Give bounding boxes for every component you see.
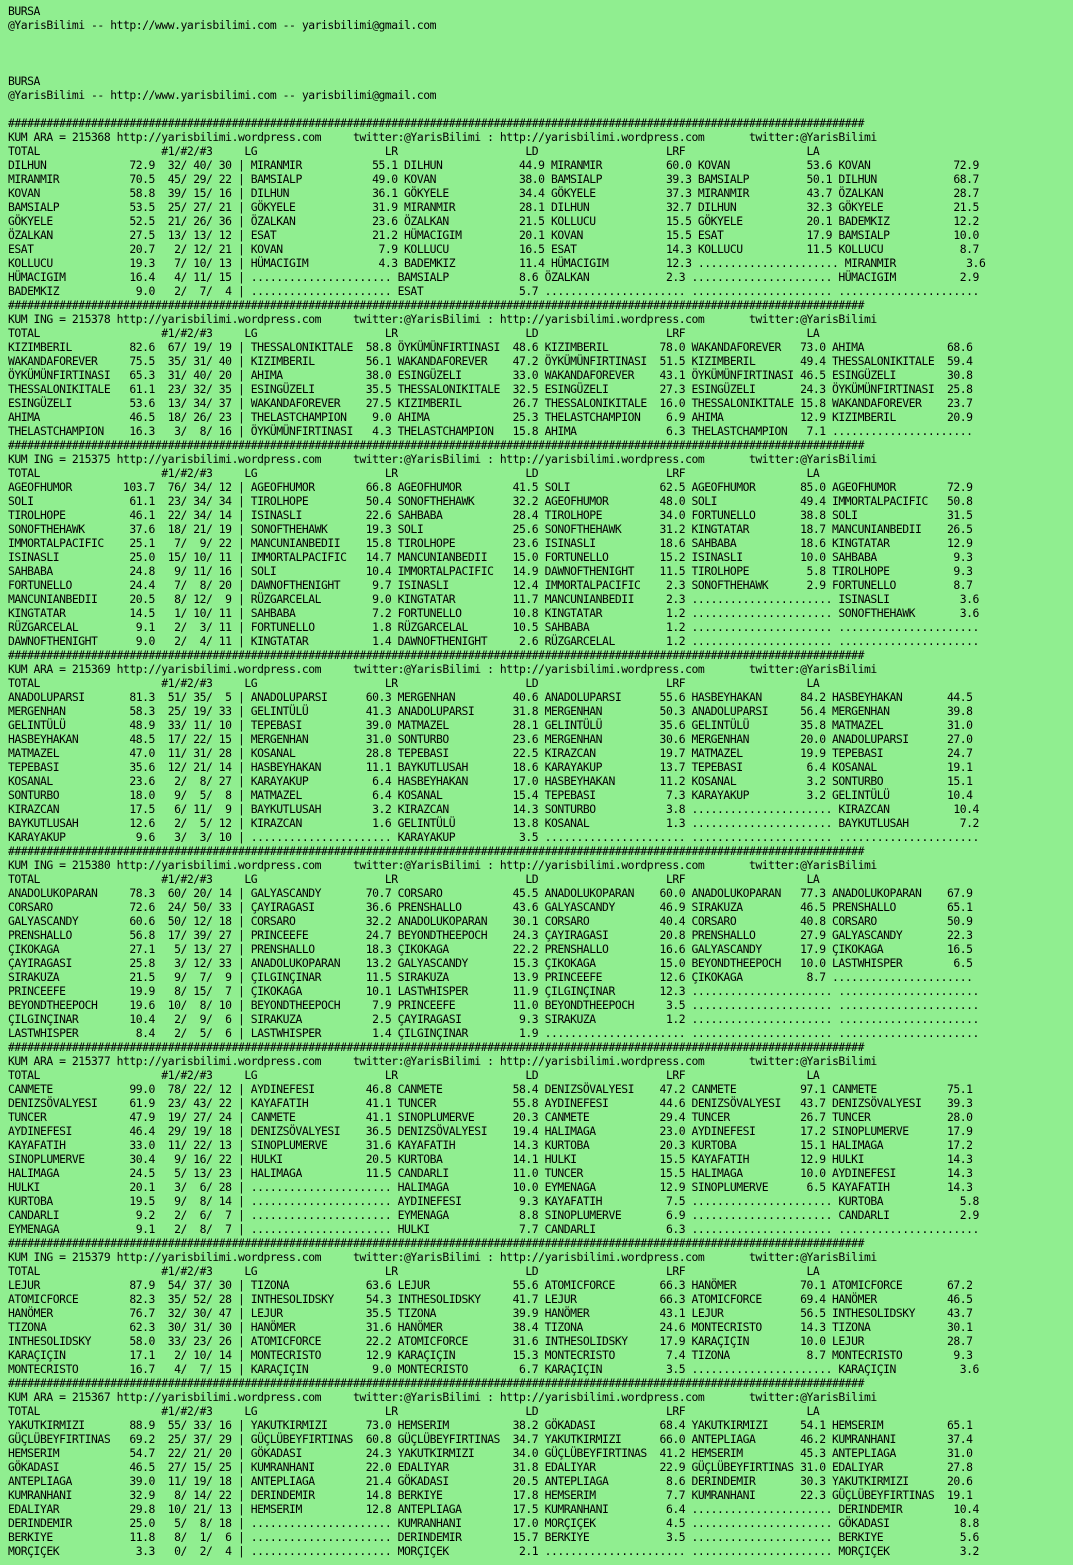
result-row: ÖZALKAN 27.5 13/ 13/ 12 | ESAT 21.2 HÜMACIGIM 20.1 KOVAN 15.5 ESAT 17.9 BAMSIALP 10.0 [8, 228, 979, 242]
result-row: SINOPLUMERVE 30.4 9/ 16/ 22 | HULKI 20.5 KURTOBA 14.1 HULKI 15.5 KAYAFATIH 12.9 HULKI 14.3 [8, 1152, 973, 1166]
column-header-row: TOTAL #1/#2/#3 LG LR LD LRF LA [8, 676, 820, 690]
result-row: PRINCEEFE 19.9 8/ 15/ 7 | ÇIKOKAGA 10.1 LASTWHISPER 11.9 ÇILGINÇINAR 12.3 ...................... ...................... [8, 984, 979, 998]
result-row: THESSALONIKITALE 61.1 23/ 32/ 35 | ESINGÜZELI 35.5 THESSALONIKITALE 32.5 ESINGÜZELI 27.3 ESINGÜZELI 24.3 ÖYKÜMÜNFIRTINASI 25.8 [8, 382, 973, 396]
result-row: MIRANMIR 70.5 45/ 29/ 22 | BAMSIALP 49.0 KOVAN 38.0 BAMSIALP 39.3 BAMSIALP 50.1 DILHUN 68.7 [8, 172, 979, 186]
column-header-row: TOTAL #1/#2/#3 LG LR LD LRF LA [8, 1404, 820, 1418]
race-header: KUM ING = 215379 http://yarisbilimi.wordpress.com twitter:@YarisBilimi : http://yarisbilimi.wordpress.com twitter:@YarisBilimi [8, 1250, 877, 1264]
section-divider: ###################################################################################################################################### [8, 648, 864, 662]
result-row: HASBEYHAKAN 48.5 17/ 22/ 15 | MERGENHAN 31.0 SONTURBO 23.6 MERGENHAN 30.6 MERGENHAN 20.0 ANADOLUPARSI 27.0 [8, 732, 973, 746]
race-header: KUM ING = 215375 http://yarisbilimi.wordpress.com twitter:@YarisBilimi : http://yarisbilimi.wordpress.com twitter:@YarisBilimi [8, 452, 877, 466]
result-row: TIROLHOPE 46.1 22/ 34/ 14 | ISINASLI 22.6 SAHBABA 28.4 TIROLHOPE 34.0 FORTUNELLO 38.8 SOLI 31.5 [8, 508, 973, 522]
result-row: RÜZGARCELAL 9.1 2/ 3/ 11 | FORTUNELLO 1.8 RÜZGARCELAL 10.5 SAHBABA 1.2 ...................... ...................... [8, 620, 979, 634]
contact-line: @YarisBilimi -- http://www.yarisbilimi.com -- yarisbilimi@gmail.com [8, 88, 436, 102]
result-row: ÇAYIRAGASI 25.8 3/ 12/ 33 | ANADOLUKOPARAN 13.2 GALYASCANDY 15.3 ÇIKOKAGA 15.0 BEYONDTHEEPOCH 10.0 LASTWHISPER 6.5 [8, 956, 973, 970]
result-row: AHIMA 46.5 18/ 26/ 23 | THELASTCHAMPION 9.0 AHIMA 25.3 THELASTCHAMPION 6.9 AHIMA 12.9 KIZIMBERIL 20.9 [8, 410, 973, 424]
result-row: THELASTCHAMPION 16.3 3/ 8/ 16 | ÖYKÜMÜNFIRTINASI 4.3 THELASTCHAMPION 15.8 AHIMA 6.3 THELASTCHAMPION 7.1 ...................... [8, 424, 973, 438]
result-row: GÖKADASI 46.5 27/ 15/ 25 | KUMRANHANI 22.0 EDALIYAR 31.8 EDALIYAR 22.9 GÜÇLÜBEYFIRTINAS 31.0 EDALIYAR 27.8 [8, 1460, 973, 1474]
blank-line [8, 32, 985, 46]
blank-line [8, 46, 985, 60]
race-stats-document [8, 4, 985, 1558]
column-header-row: TOTAL #1/#2/#3 LG LR LD LRF LA [8, 466, 820, 480]
result-row: MONTECRISTO 16.7 4/ 7/ 15 | KARAÇIÇIN 9.0 MONTECRISTO 6.7 KARAÇIÇIN 3.5 ...................... KARAÇIÇIN 3.6 [8, 1362, 979, 1376]
result-row: ANADOLUKOPARAN 78.3 60/ 20/ 14 | GALYASCANDY 70.7 CORSARO 45.5 ANADOLUKOPARAN 60.0 ANADOLUKOPARAN 77.3 ANADOLUKOPARAN 67.9 [8, 886, 973, 900]
result-row: CANDARLI 9.2 2/ 6/ 7 | ...................... EYMENAGA 8.8 SINOPLUMERVE 6.9 ...................... CANDARLI 2.9 [8, 1208, 979, 1222]
result-row: BADEMKIZ 9.0 2/ 7/ 4 | ...................... ESAT 5.7 ...................... ...................... ...................... [8, 284, 979, 298]
result-row: PRENSHALLO 56.8 17/ 39/ 27 | PRINCEEFE 24.7 BEYONDTHEEPOCH 24.3 ÇAYIRAGASI 20.8 PRENSHALLO 27.9 GALYASCANDY 22.3 [8, 928, 973, 942]
result-row: BEYONDTHEEPOCH 19.6 10/ 8/ 10 | BEYONDTHEEPOCH 7.9 PRINCEEFE 11.0 BEYONDTHEEPOCH 3.5 ...................... ...................... [8, 998, 979, 1012]
result-row: CANMETE 99.0 78/ 22/ 12 | AYDINEFESI 46.8 CANMETE 58.4 DENIZSÖVALYESI 47.2 CANMETE 97.1 CANMETE 75.1 [8, 1082, 973, 1096]
result-row: KOSANAL 23.6 2/ 8/ 27 | KARAYAKUP 6.4 HASBEYHAKAN 17.0 HASBEYHAKAN 11.2 KOSANAL 3.2 SONTURBO 15.1 [8, 774, 973, 788]
result-row: EDALIYAR 29.8 10/ 21/ 13 | HEMSERIM 12.8 ANTEPLIAGA 17.5 KUMRANHANI 6.4 ...................... DERINDEMIR 10.4 [8, 1502, 979, 1516]
city-title: BURSA [8, 4, 40, 18]
result-row: BAYKUTLUSAH 12.6 2/ 5/ 12 | KIRAZCAN 1.6 GELINTÜLÜ 13.8 KOSANAL 1.3 ...................... BAYKUTLUSAH 7.2 [8, 816, 979, 830]
column-header-row: TOTAL #1/#2/#3 LG LR LD LRF LA [8, 1264, 820, 1278]
result-row: KIRAZCAN 17.5 6/ 11/ 9 | BAYKUTLUSAH 3.2 KIRAZCAN 14.3 SONTURBO 3.8 ...................... KIRAZCAN 10.4 [8, 802, 979, 816]
result-row: KURTOBA 19.5 9/ 8/ 14 | ...................... AYDINEFESI 9.3 KAYAFATIH 7.5 ...................... KURTOBA 5.8 [8, 1194, 979, 1208]
race-header: KUM ING = 215380 http://yarisbilimi.wordpress.com twitter:@YarisBilimi : http://yarisbilimi.wordpress.com twitter:@YarisBilimi [8, 858, 877, 872]
result-row: LASTWHISPER 8.4 2/ 5/ 6 | LASTWHISPER 1.4 ÇILGINÇINAR 1.9 ...................... ...................... ...................... [8, 1026, 979, 1040]
race-header: KUM ARA = 215369 http://yarisbilimi.wordpress.com twitter:@YarisBilimi : http://yarisbilimi.wordpress.com twitter:@YarisBilimi [8, 662, 877, 676]
result-row: TEPEBASI 35.6 12/ 21/ 14 | HASBEYHAKAN 11.1 BAYKUTLUSAH 18.6 KARAYAKUP 13.7 TEPEBASI 6.4 KOSANAL 19.1 [8, 760, 973, 774]
city-title: BURSA [8, 74, 40, 88]
result-row: WAKANDAFOREVER 75.5 35/ 31/ 40 | KIZIMBERIL 56.1 WAKANDAFOREVER 47.2 ÖYKÜMÜNFIRTINASI 51.5 KIZIMBERIL 49.4 THESSALONIKITALE 59.4 [8, 354, 973, 368]
result-row: TUNCER 47.9 19/ 27/ 24 | CANMETE 41.1 SINOPLUMERVE 20.3 CANMETE 29.4 TUNCER 26.7 TUNCER 28.0 [8, 1110, 973, 1124]
result-row: SAHBABA 24.8 9/ 11/ 16 | SOLI 10.4 IMMORTALPACIFIC 14.9 DAWNOFTHENIGHT 11.5 TIROLHOPE 5.8 TIROLHOPE 9.3 [8, 564, 973, 578]
result-row: SONOFTHEHAWK 37.6 18/ 21/ 19 | SONOFTHEHAWK 19.3 SOLI 25.6 SONOFTHEHAWK 31.2 KINGTATAR 18.7 MANCUNIANBEDII 26.5 [8, 522, 973, 536]
result-row: SIRAKUZA 21.5 9/ 7/ 9 | ÇILGINÇINAR 11.5 SIRAKUZA 13.9 PRINCEEFE 12.6 ÇIKOKAGA 8.7 ...................... [8, 970, 973, 984]
result-row: DERINDEMIR 25.0 5/ 8/ 18 | ...................... KUMRANHANI 17.0 MORÇIÇEK 4.5 ...................... GÖKADASI 8.8 [8, 1516, 979, 1530]
result-row: IMMORTALPACIFIC 25.1 7/ 9/ 22 | MANCUNIANBEDII 15.8 TIROLHOPE 23.6 ISINASLI 18.6 SAHBABA 18.6 KINGTATAR 12.9 [8, 536, 973, 550]
result-row: SOLI 61.1 23/ 34/ 34 | TIROLHOPE 50.4 SONOFTHEHAWK 32.2 AGEOFHUMOR 48.0 SOLI 49.4 IMMORTALPACIFIC 50.8 [8, 494, 973, 508]
column-header-row: TOTAL #1/#2/#3 LG LR LD LRF LA [8, 144, 820, 158]
result-row: ÇIKOKAGA 27.1 5/ 13/ 27 | PRENSHALLO 18.3 ÇIKOKAGA 22.2 PRENSHALLO 16.6 GALYASCANDY 17.9 ÇIKOKAGA 16.5 [8, 942, 973, 956]
result-row: BAMSIALP 53.5 25/ 27/ 21 | GÖKYELE 31.9 MIRANMIR 28.1 DILHUN 32.7 DILHUN 32.3 GÖKYELE 21.5 [8, 200, 979, 214]
result-row: ANADOLUPARSI 81.3 51/ 35/ 5 | ANADOLUPARSI 60.3 MERGENHAN 40.6 ANADOLUPARSI 55.6 HASBEYHAKAN 84.2 HASBEYHAKAN 44.5 [8, 690, 973, 704]
result-row: HEMSERIM 54.7 22/ 21/ 20 | GÖKADASI 24.3 YAKUTKIRMIZI 34.0 GÜÇLÜBEYFIRTINAS 41.2 HEMSERIM 45.3 ANTEPLIAGA 31.0 [8, 1446, 973, 1460]
blank-line [8, 60, 985, 74]
result-row: SONTURBO 18.0 9/ 5/ 8 | MATMAZEL 6.4 KOSANAL 15.4 TEPEBASI 7.3 KARAYAKUP 3.2 GELINTÜLÜ 10.4 [8, 788, 973, 802]
column-header-row: TOTAL #1/#2/#3 LG LR LD LRF LA [8, 872, 820, 886]
result-row: GELINTÜLÜ 48.9 33/ 11/ 10 | TEPEBASI 39.0 MATMAZEL 28.1 GELINTÜLÜ 35.6 GELINTÜLÜ 35.8 MATMAZEL 31.0 [8, 718, 973, 732]
result-row: GÜÇLÜBEYFIRTINAS 69.2 25/ 37/ 29 | GÜÇLÜBEYFIRTINAS 60.8 GÜÇLÜBEYFIRTINAS 34.7 YAKUTKIRMIZI 66.0 ANTEPLIAGA 46.2 KUMRANHANI 37.4 [8, 1432, 973, 1446]
result-row: INTHESOLIDSKY 58.0 33/ 23/ 26 | ATOMICFORCE 22.2 ATOMICFORCE 31.6 INTHESOLIDSKY 17.9 KARAÇIÇIN 10.0 LEJUR 28.7 [8, 1334, 973, 1348]
result-row: GALYASCANDY 60.6 50/ 12/ 18 | CORSARO 32.2 ANADOLUKOPARAN 30.1 CORSARO 40.4 CORSARO 40.8 CORSARO 50.9 [8, 914, 973, 928]
result-row: DILHUN 72.9 32/ 40/ 30 | MIRANMIR 55.1 DILHUN 44.9 MIRANMIR 60.0 KOVAN 53.6 KOVAN 72.9 [8, 158, 979, 172]
section-divider: ###################################################################################################################################### [8, 844, 864, 858]
column-header-row: TOTAL #1/#2/#3 LG LR LD LRF LA [8, 326, 820, 340]
result-row: MERGENHAN 58.3 25/ 19/ 33 | GELINTÜLÜ 41.3 ANADOLUPARSI 31.8 MERGENHAN 50.3 ANADOLUPARSI 56.4 MERGENHAN 39.8 [8, 704, 973, 718]
blank-line [8, 102, 985, 116]
race-header: KUM ARA = 215377 http://yarisbilimi.wordpress.com twitter:@YarisBilimi : http://yarisbilimi.wordpress.com twitter:@YarisBilimi [8, 1054, 877, 1068]
race-header: KUM ARA = 215367 http://yarisbilimi.wordpress.com twitter:@YarisBilimi : http://yarisbilimi.wordpress.com twitter:@YarisBilimi [8, 1390, 877, 1404]
result-row: ATOMICFORCE 82.3 35/ 52/ 28 | INTHESOLIDSKY 54.3 INTHESOLIDSKY 41.7 LEJUR 66.3 ATOMICFORCE 69.4 HANÖMER 46.5 [8, 1292, 973, 1306]
section-divider: ###################################################################################################################################### [8, 1376, 864, 1390]
column-header-row: TOTAL #1/#2/#3 LG LR LD LRF LA [8, 1068, 820, 1082]
result-row: ISINASLI 25.0 15/ 10/ 11 | IMMORTALPACIFIC 14.7 MANCUNIANBEDII 15.0 FORTUNELLO 15.2 ISINASLI 10.0 SAHBABA 9.3 [8, 550, 973, 564]
result-row: ESINGÜZELI 53.6 13/ 34/ 37 | WAKANDAFOREVER 27.5 KIZIMBERIL 26.7 THESSALONIKITALE 16.0 THESSALONIKITALE 15.8 WAKANDAFOREVER 23.7 [8, 396, 973, 410]
result-row: CORSARO 72.6 24/ 50/ 33 | ÇAYIRAGASI 36.6 PRENSHALLO 43.6 GALYASCANDY 46.9 SIRAKUZA 46.5 PRENSHALLO 65.1 [8, 900, 973, 914]
result-row: KARAYAKUP 9.6 3/ 3/ 10 | ...................... KARAYAKUP 3.5 ...................... ...................... ...................... [8, 830, 979, 844]
result-row: EYMENAGA 9.1 2/ 8/ 7 | ...................... HULKI 7.7 CANDARLI 6.3 ...................... ...................... [8, 1222, 979, 1236]
result-row: FORTUNELLO 24.4 7/ 8/ 20 | DAWNOFTHENIGHT 9.7 ISINASLI 12.4 IMMORTALPACIFIC 2.3 SONOFTHEHAWK 2.9 FORTUNELLO 8.7 [8, 578, 973, 592]
section-divider: ###################################################################################################################################### [8, 438, 864, 452]
result-row: KOLLUCU 19.3 7/ 10/ 13 | HÜMACIGIM 4.3 BADEMKIZ 11.4 HÜMACIGIM 12.3 ...................... MIRANMIR 3.6 [8, 256, 986, 270]
result-row: MANCUNIANBEDII 20.5 8/ 12/ 9 | RÜZGARCELAL 9.0 KINGTATAR 11.7 MANCUNIANBEDII 2.3 ...................... ISINASLI 3.6 [8, 592, 979, 606]
result-row: KIZIMBERIL 82.6 67/ 19/ 19 | THESSALONIKITALE 58.8 ÖYKÜMÜNFIRTINASI 48.6 KIZIMBERIL 78.0 WAKANDAFOREVER 73.0 AHIMA 68.6 [8, 340, 973, 354]
result-row: HÜMACIGIM 16.4 4/ 11/ 15 | ...................... BAMSIALP 8.6 ÖZALKAN 2.3 ...................... HÜMACIGIM 2.9 [8, 270, 979, 284]
result-row: KINGTATAR 14.5 1/ 10/ 11 | SAHBABA 7.2 FORTUNELLO 10.8 KINGTATAR 1.2 ...................... SONOFTHEHAWK 3.6 [8, 606, 979, 620]
contact-line: @YarisBilimi -- http://www.yarisbilimi.com -- yarisbilimi@gmail.com [8, 18, 436, 32]
result-row: DAWNOFTHENIGHT 9.0 2/ 4/ 11 | KINGTATAR 1.4 DAWNOFTHENIGHT 2.6 RÜZGARCELAL 1.2 ...................... ...................... [8, 634, 979, 648]
section-divider: ###################################################################################################################################### [8, 116, 864, 130]
section-divider: ###################################################################################################################################### [8, 298, 864, 312]
result-row: TIZONA 62.3 30/ 31/ 30 | HANÖMER 31.6 HANÖMER 38.4 TIZONA 24.6 MONTECRISTO 14.3 TIZONA 30.1 [8, 1320, 973, 1334]
result-row: AYDINEFESI 46.4 29/ 19/ 18 | DENIZSÖVALYESI 36.5 DENIZSÖVALYESI 19.4 HALIMAGA 23.0 AYDINEFESI 17.2 SINOPLUMERVE 17.9 [8, 1124, 973, 1138]
result-row: ÇILGINÇINAR 10.4 2/ 9/ 6 | SIRAKUZA 2.5 ÇAYIRAGASI 9.3 SIRAKUZA 1.2 ...................... ...................... [8, 1012, 979, 1026]
race-header: KUM ING = 215378 http://yarisbilimi.wordpress.com twitter:@YarisBilimi : http://yarisbilimi.wordpress.com twitter:@YarisBilimi [8, 312, 877, 326]
result-row: KOVAN 58.8 39/ 15/ 16 | DILHUN 36.1 GÖKYELE 34.4 GÖKYELE 37.3 MIRANMIR 43.7 ÖZALKAN 28.7 [8, 186, 979, 200]
result-row: HANÖMER 76.7 32/ 30/ 47 | LEJUR 35.5 TIZONA 39.9 HANÖMER 43.1 LEJUR 56.5 INTHESOLIDSKY 43.7 [8, 1306, 973, 1320]
result-row: MORÇIÇEK 3.3 0/ 2/ 4 | ...................... MORÇIÇEK 2.1 ...................... ...................... MORÇIÇEK 3.2 [8, 1544, 979, 1558]
result-row: ÖYKÜMÜNFIRTINASI 65.3 31/ 40/ 20 | AHIMA 38.0 ESINGÜZELI 33.0 WAKANDAFOREVER 43.1 ÖYKÜMÜNFIRTINASI 46.5 ESINGÜZELI 30.8 [8, 368, 973, 382]
result-row: ANTEPLIAGA 39.0 11/ 19/ 18 | ANTEPLIAGA 21.4 GÖKADASI 20.5 ANTEPLIAGA 8.6 DERINDEMIR 30.3 YAKUTKIRMIZI 20.6 [8, 1474, 973, 1488]
result-row: KAYAFATIH 33.0 11/ 22/ 13 | SINOPLUMERVE 31.6 KAYAFATIH 14.3 KURTOBA 20.3 KURTOBA 15.1 HALIMAGA 17.2 [8, 1138, 973, 1152]
result-row: GÖKYELE 52.5 21/ 26/ 36 | ÖZALKAN 23.6 ÖZALKAN 21.5 KOLLUCU 15.5 GÖKYELE 20.1 BADEMKIZ 12.2 [8, 214, 979, 228]
result-row: HALIMAGA 24.5 5/ 13/ 23 | HALIMAGA 11.5 CANDARLI 11.0 TUNCER 15.5 HALIMAGA 10.0 AYDINEFESI 14.3 [8, 1166, 973, 1180]
result-row: KARAÇIÇIN 17.1 2/ 10/ 14 | MONTECRISTO 12.9 KARAÇIÇIN 15.3 MONTECRISTO 7.4 TIZONA 8.7 MONTECRISTO 9.3 [8, 1348, 973, 1362]
section-divider: ###################################################################################################################################### [8, 1040, 864, 1054]
result-row: BERKIYE 11.8 8/ 1/ 6 | ...................... DERINDEMIR 15.7 BERKIYE 3.5 ...................... BERKIYE 5.6 [8, 1530, 979, 1544]
result-row: HULKI 20.1 3/ 6/ 28 | ...................... HALIMAGA 10.0 EYMENAGA 12.9 SINOPLUMERVE 6.5 KAYAFATIH 14.3 [8, 1180, 973, 1194]
result-row: YAKUTKIRMIZI 88.9 55/ 33/ 16 | YAKUTKIRMIZI 73.0 HEMSERIM 38.2 GÖKADASI 68.4 YAKUTKIRMIZI 54.1 HEMSERIM 65.1 [8, 1418, 973, 1432]
result-row: LEJUR 87.9 54/ 37/ 30 | TIZONA 63.6 LEJUR 55.6 ATOMICFORCE 66.3 HANÖMER 70.1 ATOMICFORCE 67.2 [8, 1278, 973, 1292]
race-header: KUM ARA = 215368 http://yarisbilimi.wordpress.com twitter:@YarisBilimi : http://yarisbilimi.wordpress.com twitter:@YarisBilimi [8, 130, 877, 144]
result-row: KUMRANHANI 32.9 8/ 14/ 22 | DERINDEMIR 14.8 BERKIYE 17.8 HEMSERIM 7.7 KUMRANHANI 22.3 GÜÇLÜBEYFIRTINAS 19.1 [8, 1488, 973, 1502]
result-row: AGEOFHUMOR 103.7 76/ 34/ 12 | AGEOFHUMOR 66.8 AGEOFHUMOR 41.5 SOLI 62.5 AGEOFHUMOR 85.0 AGEOFHUMOR 72.9 [8, 480, 973, 494]
result-row: MATMAZEL 47.0 11/ 31/ 28 | KOSANAL 28.8 TEPEBASI 22.5 KIRAZCAN 19.7 MATMAZEL 19.9 TEPEBASI 24.7 [8, 746, 973, 760]
section-divider: ###################################################################################################################################### [8, 1236, 864, 1250]
result-row: DENIZSÖVALYESI 61.9 23/ 43/ 22 | KAYAFATIH 41.1 TUNCER 55.8 AYDINEFESI 44.6 DENIZSÖVALYESI 43.7 DENIZSÖVALYESI 39.3 [8, 1096, 973, 1110]
result-row: ESAT 20.7 2/ 12/ 21 | KOVAN 7.9 KOLLUCU 16.5 ESAT 14.3 KOLLUCU 11.5 KOLLUCU 8.7 [8, 242, 979, 256]
